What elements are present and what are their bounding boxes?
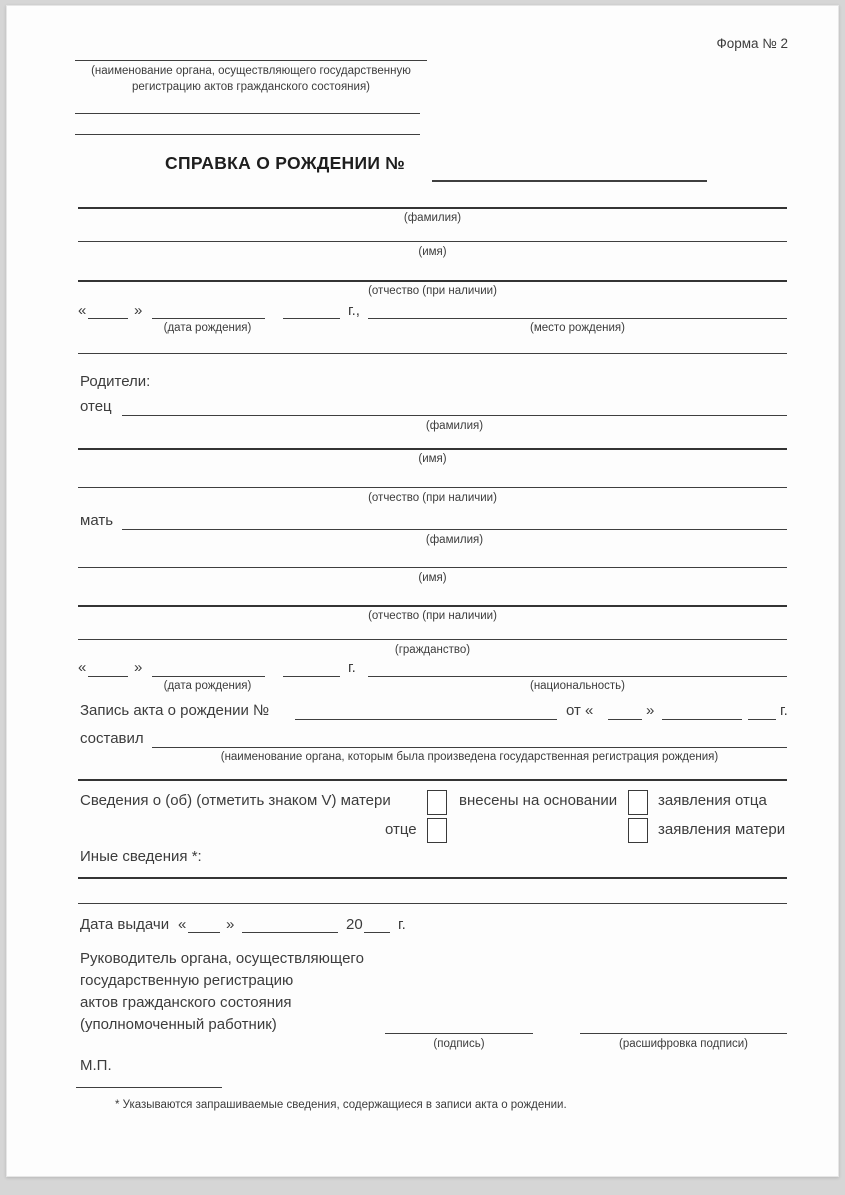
- mother-date-close-quote: »: [134, 659, 143, 676]
- child-birth-date-caption: (дата рождения): [163, 322, 252, 334]
- record-day-input-line[interactable]: [608, 719, 642, 720]
- footnote-text: * Указываются запрашиваемые сведения, содержащиеся в записи акта о рождении.: [115, 1099, 567, 1111]
- child-birth-month-input-line[interactable]: [152, 318, 265, 319]
- entered-on-basis-label: внесены на основании: [459, 792, 618, 809]
- footnote-separator-line: [76, 1087, 222, 1088]
- father-name-input-line[interactable]: [78, 448, 787, 450]
- issue-open-quote: «: [178, 916, 187, 933]
- mother-citizenship-caption: (гражданство): [394, 644, 471, 656]
- issue-date-label: Дата выдачи: [80, 916, 170, 933]
- father-name-caption: (имя): [418, 453, 447, 465]
- signature-name-input-line[interactable]: [580, 1033, 787, 1034]
- issue-century-prefix: 20: [346, 916, 363, 933]
- child-date-close-quote: »: [134, 302, 143, 319]
- father-surname-input-line[interactable]: [122, 415, 787, 416]
- issue-close-quote: »: [226, 916, 235, 933]
- other-info-input-line-2[interactable]: [78, 903, 787, 904]
- mother-birth-month-input-line[interactable]: [152, 676, 265, 677]
- mother-surname-input-line[interactable]: [122, 529, 787, 530]
- child-extra-input-line[interactable]: [78, 353, 787, 354]
- child-surname-caption: (фамилия): [403, 212, 462, 224]
- child-birth-year-input-line[interactable]: [283, 318, 340, 319]
- issue-year-input-line[interactable]: [364, 932, 390, 933]
- other-info-label: Иные сведения *:: [80, 848, 202, 865]
- mother-date-open-quote: «: [78, 659, 87, 676]
- mother-citizenship-input-line[interactable]: [78, 639, 787, 640]
- registration-org-caption: (наименование органа, которым была произведена государственная регистрация рождения): [220, 751, 719, 763]
- mother-birth-day-input-line[interactable]: [88, 676, 128, 677]
- official-title-line1: Руководитель органа, осуществляющего: [80, 950, 364, 967]
- issue-year-suffix: г.: [398, 916, 406, 933]
- official-title-line2: государственную регистрацию: [80, 972, 294, 989]
- child-birth-place-input-line[interactable]: [368, 318, 787, 319]
- signature-caption: (подпись): [433, 1038, 485, 1050]
- child-date-open-quote: «: [78, 302, 87, 319]
- form-number-label: Форма № 2: [716, 36, 788, 51]
- mother-name-input-line[interactable]: [78, 567, 787, 568]
- record-year-suffix: г.: [780, 702, 788, 719]
- stamp-placeholder-label: М.П.: [80, 1057, 112, 1074]
- org-name-extra-line-2[interactable]: [75, 134, 420, 135]
- mother-name-caption: (имя): [418, 572, 447, 584]
- parents-label: Родители:: [80, 373, 151, 390]
- record-number-input-line[interactable]: [295, 719, 557, 720]
- child-patronymic-input-line[interactable]: [78, 280, 787, 282]
- form-title: СПРАВКА О РОЖДЕНИИ №: [165, 153, 406, 173]
- record-year-input-line[interactable]: [748, 719, 776, 720]
- father-statement-label: заявления отца: [658, 792, 767, 809]
- mother-info-checkbox[interactable]: [427, 790, 447, 815]
- record-label: Запись акта о рождении №: [80, 702, 270, 719]
- child-patronymic-caption: (отчество (при наличии): [368, 285, 497, 297]
- registration-org-input-line[interactable]: [152, 747, 787, 748]
- issue-day-input-line[interactable]: [188, 932, 220, 933]
- section-separator-line: [78, 779, 787, 781]
- official-title-line3: актов гражданского состояния: [80, 994, 292, 1011]
- father-label: отец: [80, 398, 112, 415]
- mother-patronymic-input-line[interactable]: [78, 605, 787, 607]
- mother-patronymic-caption: (отчество (при наличии): [368, 610, 497, 622]
- signature-name-caption: (расшифровка подписи): [619, 1038, 748, 1050]
- other-info-input-line-1[interactable]: [78, 877, 787, 879]
- mother-statement-label: заявления матери: [658, 821, 786, 838]
- record-from-label: от «: [566, 702, 594, 719]
- mother-birth-year-input-line[interactable]: [283, 676, 340, 677]
- father-dative-label: отце: [385, 821, 417, 838]
- record-close-quote: »: [646, 702, 655, 719]
- mother-year-suffix: г.: [348, 659, 356, 676]
- child-birth-place-caption: (место рождения): [530, 322, 625, 334]
- father-patronymic-caption: (отчество (при наличии): [368, 492, 497, 504]
- child-surname-input-line[interactable]: [78, 207, 787, 209]
- signature-input-line[interactable]: [385, 1033, 533, 1034]
- mother-nationality-input-line[interactable]: [368, 676, 787, 677]
- issue-month-input-line[interactable]: [242, 932, 338, 933]
- mother-birth-date-caption: (дата рождения): [163, 680, 252, 692]
- child-name-input-line[interactable]: [78, 241, 787, 242]
- father-surname-caption: (фамилия): [425, 420, 484, 432]
- child-year-suffix: г.,: [348, 302, 360, 319]
- certificate-number-input-line[interactable]: [432, 180, 707, 182]
- father-info-checkbox[interactable]: [427, 818, 447, 843]
- org-name-caption-line1: (наименование органа, осуществляющего государственную: [91, 65, 411, 77]
- org-name-input-line[interactable]: [75, 60, 427, 61]
- father-statement-checkbox[interactable]: [628, 790, 648, 815]
- marks-label: Сведения о (об) (отметить знаком V) матери: [80, 792, 391, 809]
- child-name-caption: (имя): [418, 246, 447, 258]
- mother-label: мать: [80, 512, 114, 529]
- composed-label: составил: [80, 730, 144, 747]
- official-title-line4: (уполномоченный работник): [80, 1016, 277, 1033]
- mother-statement-checkbox[interactable]: [628, 818, 648, 843]
- org-name-extra-line-1[interactable]: [75, 113, 420, 114]
- mother-surname-caption: (фамилия): [425, 534, 484, 546]
- mother-nationality-caption: (национальность): [529, 680, 625, 692]
- child-birth-day-input-line[interactable]: [88, 318, 128, 319]
- record-month-input-line[interactable]: [662, 719, 742, 720]
- org-name-caption-line2: регистрацию актов гражданского состояния): [131, 81, 371, 93]
- father-patronymic-input-line[interactable]: [78, 487, 787, 488]
